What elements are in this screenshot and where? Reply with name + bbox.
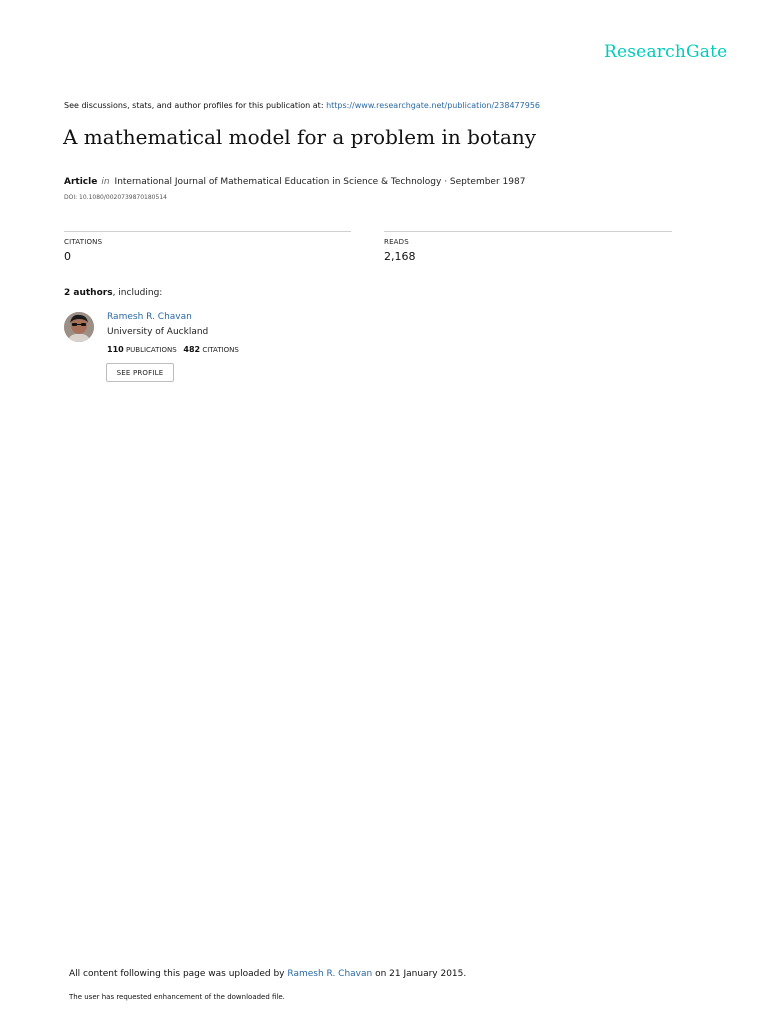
paper-title: A mathematical model for a problem in botany (63, 125, 537, 149)
author-citations-count: 482 (183, 345, 201, 354)
author-citations-label: CITATIONS (202, 346, 239, 354)
enhancement-note: The user has requested enhancement of the downloaded file. (69, 993, 285, 1001)
article-meta (64, 177, 525, 187)
upload-suffix: on 21 January 2015. (375, 969, 467, 979)
citations-value: 0 (64, 250, 71, 263)
publications-count: 110 (107, 345, 124, 354)
reads-divider (384, 231, 672, 232)
publications-label: PUBLICATIONS (125, 346, 177, 354)
doi: DOI: 10.1080/0020739870180514 (64, 194, 167, 201)
upload-prefix: All content following this page was uploaded by (69, 969, 285, 979)
author-affiliation: University of Auckland (107, 327, 209, 337)
citations-label: CITATIONS (64, 238, 103, 246)
see-text: See discussions, stats, and author profiles for this publication at: (64, 101, 324, 110)
authors-heading (64, 288, 162, 298)
in-word: in (101, 177, 110, 187)
upload-note (69, 969, 466, 979)
reads-label: READS (384, 238, 409, 246)
person-photo-icon (64, 312, 94, 342)
author-stats (107, 345, 239, 354)
reads-value: 2,168 (384, 250, 416, 263)
citations-divider (64, 231, 351, 232)
author-name-link[interactable]: Ramesh R. Chavan (107, 312, 192, 322)
uploader-link[interactable]: Ramesh R. Chavan (287, 969, 373, 979)
authors-count: 2 authors (64, 288, 113, 298)
authors-including: , including: (112, 288, 163, 298)
publication-url-link[interactable]: https://www.researchgate.net/publication/238477956 (326, 101, 540, 110)
author-avatar[interactable] (64, 312, 94, 342)
article-type: Article (64, 177, 98, 187)
profile-link-line (64, 101, 540, 110)
researchgate-logo[interactable]: ResearchGate (604, 42, 728, 62)
see-profile-button[interactable]: SEE PROFILE (106, 363, 174, 382)
journal-date: International Journal of Mathematical Education in Science & Technology · September 1987 (114, 177, 526, 187)
